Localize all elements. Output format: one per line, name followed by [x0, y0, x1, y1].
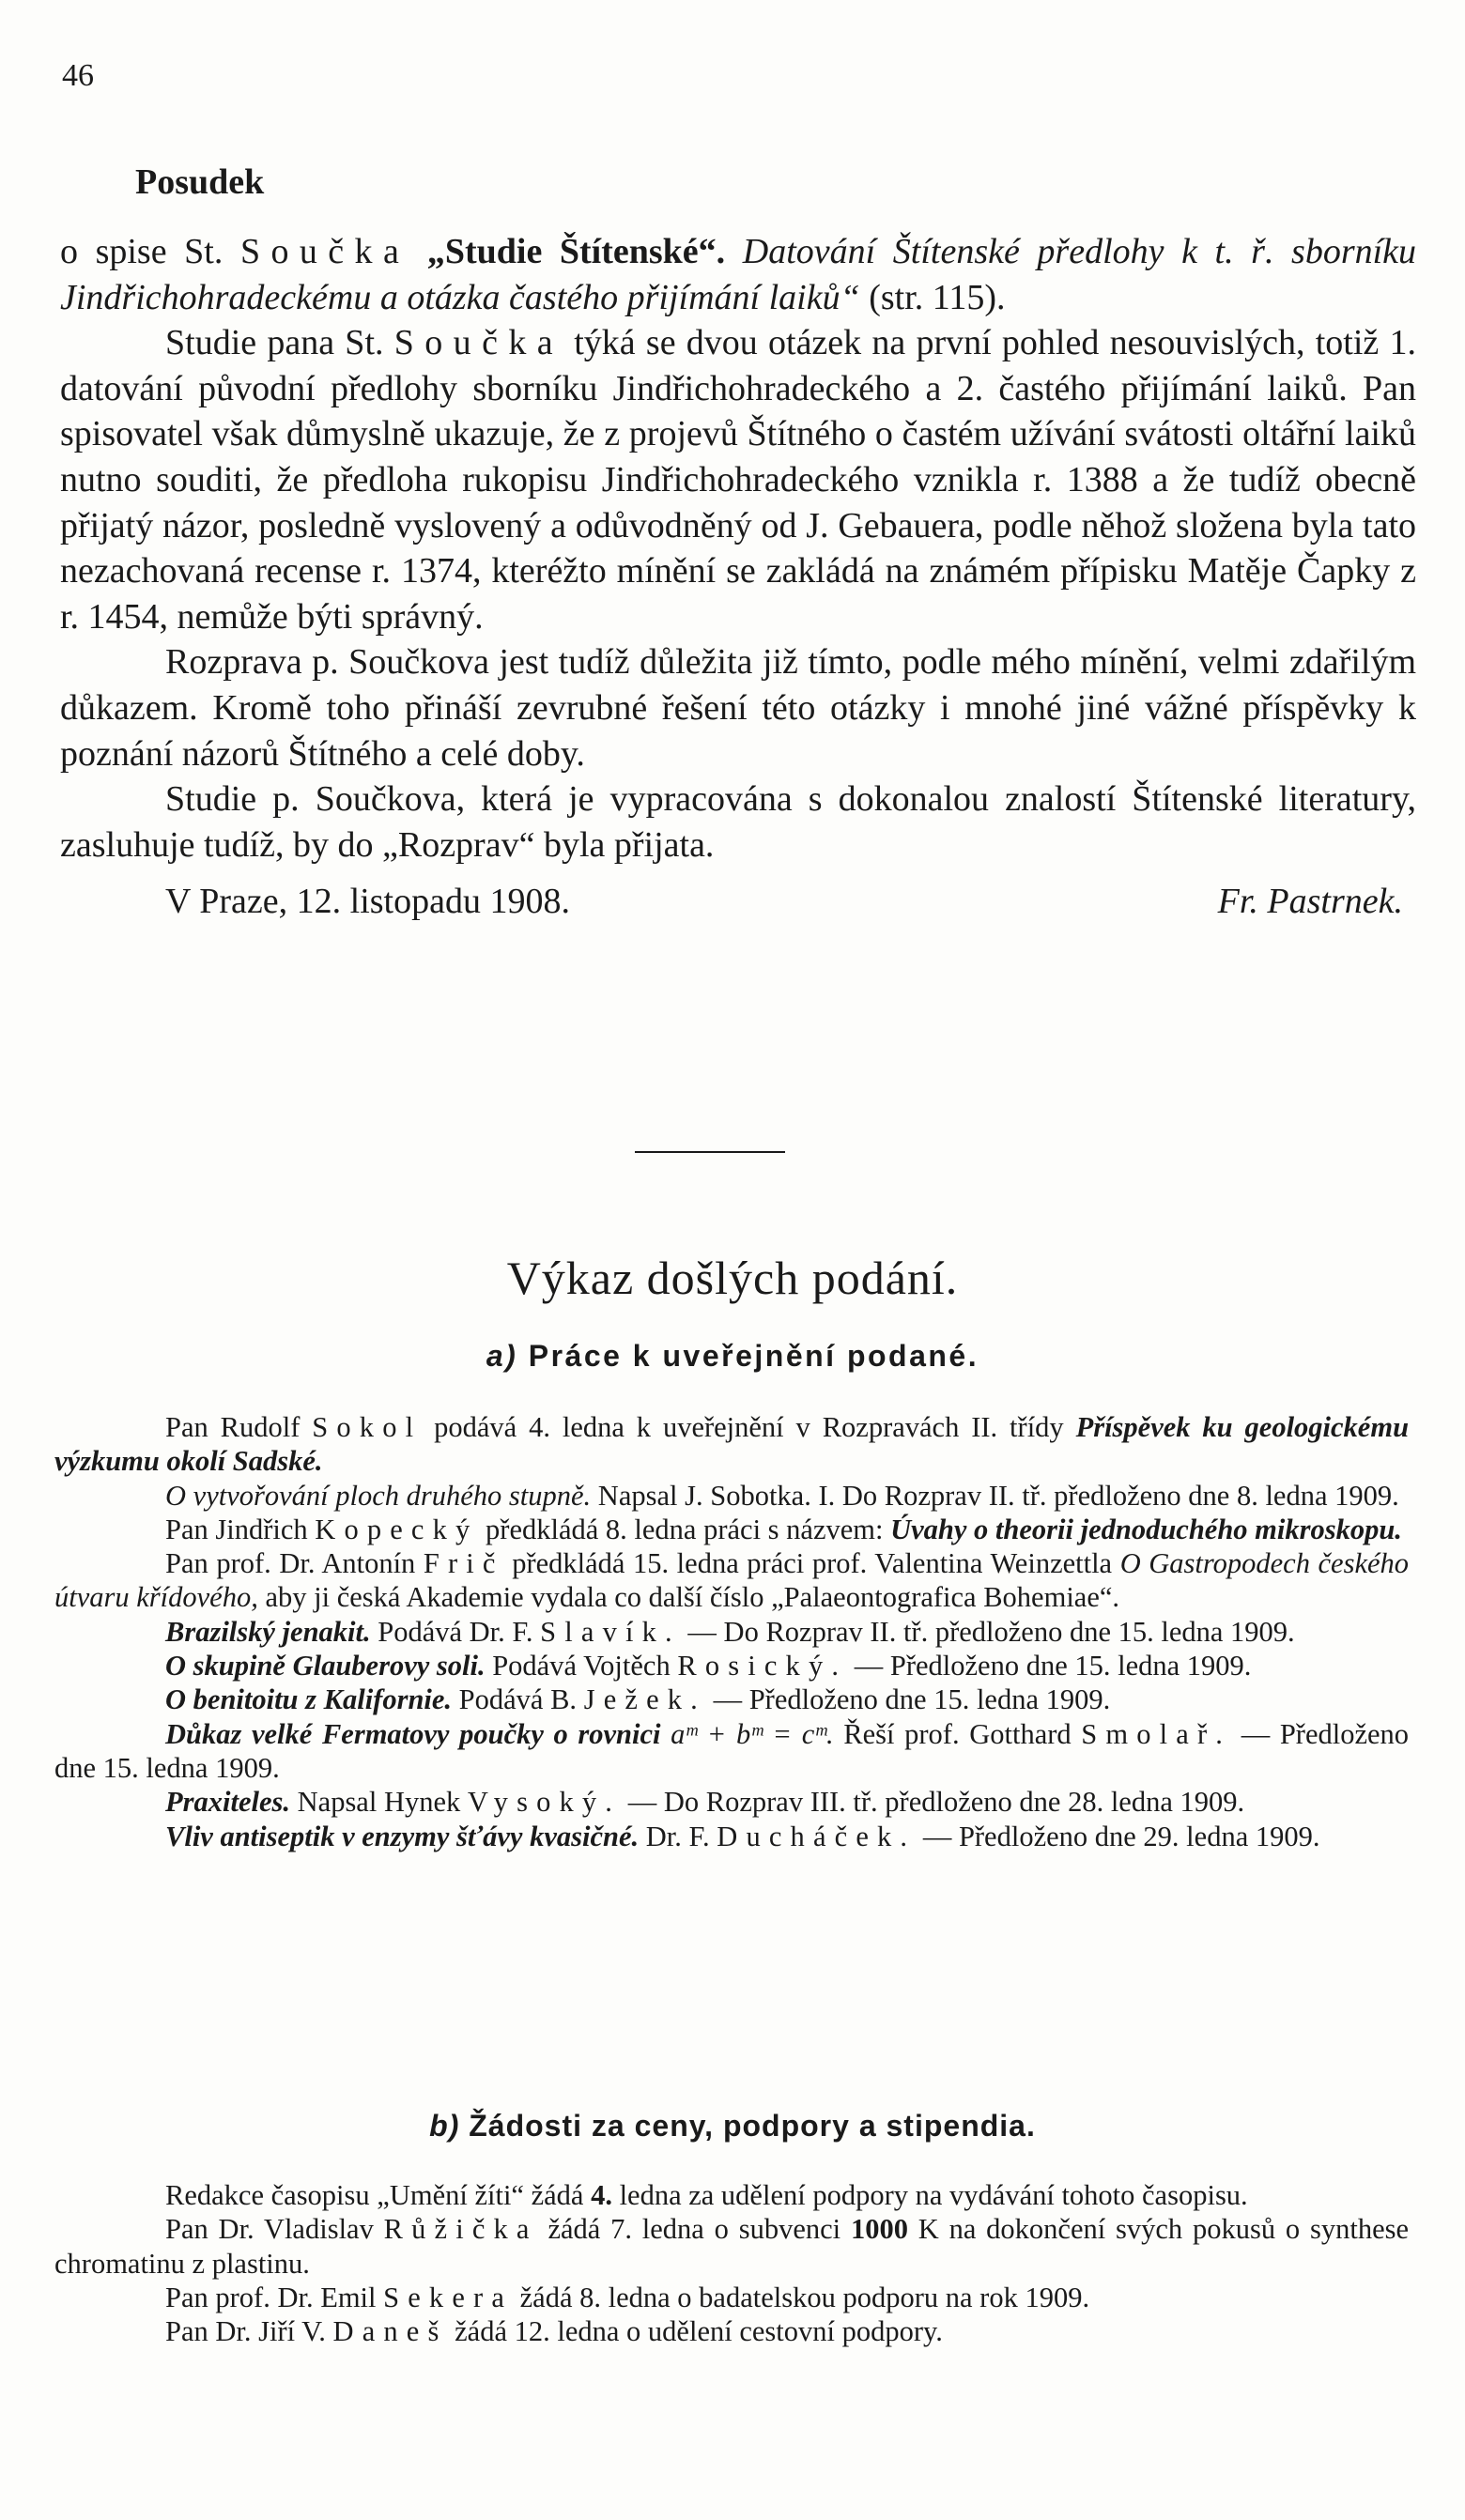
posudek-signature-line [60, 879, 1416, 925]
posudek-title: Posudek [135, 162, 265, 202]
text-span: Redakce časopisu „Umění žíti“ žádá [165, 2179, 584, 2211]
text-span: (str. 115). [869, 277, 1006, 317]
section-letter: a) [486, 1339, 518, 1373]
text-span: — Předloženo dne 15. ledna 1909. [854, 1650, 1252, 1683]
posudek-paragraph-4: Studie p. Součkova, která je vypracována s dokonalou znalostí Štítenské literatury, zasluhuje tudíž, by do „Rozprav“ byla přijata. [60, 779, 1416, 865]
posudek-body [60, 229, 1416, 925]
person-name: Ježek. [583, 1683, 706, 1716]
section-letter: b) [429, 2109, 460, 2143]
vykaz-heading: Výkaz došlých podání. [506, 1252, 959, 1304]
list-item [54, 1479, 1409, 1513]
list-item [54, 1410, 1409, 1479]
posudek-section [60, 160, 1416, 206]
text-span: Pan Rudolf [165, 1411, 301, 1443]
posudek-paragraph-2 [60, 320, 1416, 639]
text-span: Pan prof. Dr. Antonín [165, 1547, 416, 1580]
list-item [54, 1820, 1409, 1853]
number: 1000 [850, 2213, 908, 2246]
list-item [54, 2281, 1409, 2314]
text-span: Pan Jindřich [165, 1513, 308, 1545]
person-name: Vysoký. [467, 1786, 622, 1819]
work-title: Brazilský jenakit. [165, 1615, 371, 1648]
text-span: Dr. F. [645, 1820, 710, 1852]
person-name: Sokol [312, 1411, 423, 1443]
author-name: Součka [393, 323, 564, 363]
text-span: Napsal Hynek [297, 1786, 461, 1819]
text-span: Studie pana St. [165, 323, 384, 363]
person-name: Kopecký [315, 1513, 479, 1545]
person-name: Rosický. [677, 1650, 848, 1683]
posudek-paragraph-3: Rozprava p. Součkova jest tudíž důležita již tímto, podle mého mínění, velmi zdařilým důkazem. Kromě toho přináší zevrubné řešení této otázky i mnohé jiné vážné příspěvky k poznání názorů Štítného a celé doby. [60, 642, 1416, 774]
text-span: Podává Dr. F. [378, 1615, 533, 1648]
work-title: O Gastropodech českého útvaru křídového, [54, 1547, 1410, 1614]
text-span: aby ji česká Akademie vydala co další číslo „Palaeontografica Bohemiae“. [265, 1581, 1120, 1614]
section-b-heading [0, 2109, 1465, 2144]
text-span: Pan prof. Dr. Emil [165, 2281, 377, 2313]
text-span: Podává B. [458, 1683, 578, 1716]
work-title: Úvahy o theorii jednoduchého mikroskopu. [890, 1513, 1402, 1545]
person-name: Daneš [332, 2315, 448, 2348]
work-title: Důkaz velké Fermatovy poučky o rovnici [165, 1717, 661, 1750]
work-title: O benitoitu z Kalifornie. [165, 1683, 453, 1716]
list-item [54, 1546, 1409, 1615]
work-title: Vliv antiseptik v enzymy šťávy kvasičné. [165, 1820, 640, 1852]
text-span: K na dokončení svých pokusů o synthese chromatinu z plastinu. [54, 2213, 1410, 2280]
person-name: Ducháček. [717, 1820, 917, 1852]
formula: aᵐ + bᵐ = cᵐ. [671, 1717, 834, 1750]
text-span: Pan Dr. Jiří V. [165, 2315, 326, 2348]
text-span: týká se dvou otázek na první pohled nesouvislých, totiž 1. datování původní předlohy sborníku Jindřichohradeckého a 2. častého přijímání laiků. Pan spisovatel však důmyslně ukazuje, že z projevů Štítného o častém užívání svátosti oltářní laiků nutno souditi, že předloha rukopisu Jindřichohradeckého vznikla r. 1388 a že tudíž obecně přijatý názor, posledně vyslovený a odůvodněný od J. Gebauera, podle něhož složena byla tato nezachovaná recense r. 1374, kteréžto mínění se zakládá na známém přípisku Matěje Čapky z r. 1454, nemůže býti správný. [60, 323, 1417, 637]
list-item [54, 1683, 1409, 1716]
work-title: O vytvořování ploch druhého stupně. [165, 1479, 592, 1512]
text-span: — Předloženo dne 29. ledna 1909. [922, 1820, 1320, 1852]
work-title: „Studie Štítenské“. [426, 232, 726, 271]
section-title: Žádosti za ceny, podpory a stipendia. [469, 2109, 1036, 2143]
section-b-list [54, 2178, 1409, 2348]
text-span: předkládá 8. ledna práci s názvem: [486, 1513, 884, 1545]
work-title: Příspěvek ku geologickému výzkumu okolí Sadské. [54, 1411, 1410, 1478]
list-item [54, 1649, 1409, 1683]
text-span: — Předloženo dne 15. ledna 1909. [713, 1683, 1111, 1716]
signature: Fr. Pastrnek. [1217, 882, 1403, 922]
list-item [54, 1785, 1409, 1819]
section-title: Práce k uveřejnění podané. [528, 1339, 979, 1373]
work-subtitle: Datování Štítenské předlohy k t. ř. sborníku Jindřichohradeckému a otázka častého přijímání laiků“ [60, 232, 1417, 317]
page-number: 46 [62, 58, 94, 93]
posudek-paragraph-1 [60, 229, 1416, 320]
list-item [54, 1717, 1409, 1786]
text-span: Napsal J. Sobotka. I. Do Rozprav II. tř. předloženo dne 8. ledna 1909. [597, 1479, 1399, 1512]
list-item [54, 1513, 1409, 1546]
text-span: žádá 7. ledna o subvenci [547, 2213, 841, 2246]
text-span: ledna za udělení podpory na vydávání tohoto časopisu. [619, 2179, 1248, 2211]
section-divider [635, 1151, 785, 1153]
text-span: předkládá 15. ledna práci prof. Valentina Weinzettla [512, 1547, 1113, 1580]
person-name: Frič [423, 1547, 504, 1580]
section-a-heading [0, 1339, 1465, 1374]
text-span: žádá 12. ledna o udělení cestovní podpory. [455, 2315, 943, 2348]
text-span: žádá 8. ledna o badatelskou podporu na rok 1909. [519, 2281, 1090, 2313]
list-item [54, 2314, 1409, 2348]
list-item [54, 1615, 1409, 1649]
work-title: O skupině Glauberovy soli. [165, 1650, 486, 1683]
section-a-list [54, 1410, 1409, 1853]
person-name: Sekera [383, 2281, 514, 2313]
person-name: Růžička [383, 2213, 538, 2246]
text-span: — Do Rozprav III. tř. předloženo dne 28. ledna 1909. [627, 1786, 1245, 1819]
text-span: Pan Dr. Vladislav [165, 2213, 374, 2246]
list-item [54, 2212, 1409, 2281]
text-span: o spise St. [60, 232, 224, 271]
text-span: podává 4. ledna k uveřejnění v Rozpravách II. třídy [434, 1411, 1064, 1443]
text-span: — Předloženo dne 15. ledna 1909. [54, 1717, 1410, 1784]
list-item [54, 2178, 1409, 2212]
number: 4. [591, 2179, 612, 2211]
author-name: Součka [239, 232, 410, 271]
text-span: Řeší prof. Gotthard [843, 1717, 1072, 1750]
person-name: Smolař. [1081, 1717, 1232, 1750]
person-name: Slavík. [540, 1615, 681, 1648]
text-span: — Do Rozprav II. tř. předloženo dne 15. ledna 1909. [687, 1615, 1295, 1648]
place-date: V Praze, 12. listopadu 1908. [165, 882, 570, 922]
work-title: Praxiteles. [165, 1786, 290, 1819]
text-span: Podává Vojtěch [492, 1650, 671, 1683]
